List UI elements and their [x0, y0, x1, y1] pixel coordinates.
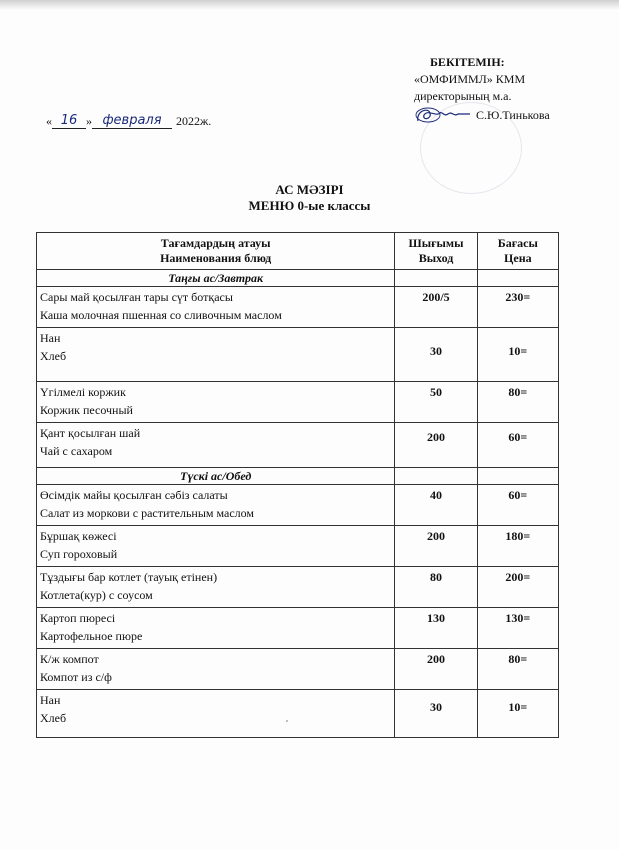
dish-yield: 200: [395, 649, 477, 690]
scan-speck: [286, 720, 288, 722]
dish-price: 10=: [477, 328, 558, 382]
approval-position: директорының м.а.: [414, 89, 512, 103]
table-row: [37, 567, 559, 608]
dish-name-kz: Өсімдік майы қосылған сәбіз салаты: [40, 488, 228, 502]
dish-yield: 40: [395, 485, 477, 526]
dish-yield: 200: [395, 423, 477, 468]
table-row: [37, 423, 559, 468]
dish-name-ru: Чай с сахаром: [40, 444, 113, 458]
header-price: [477, 233, 558, 270]
table-row: [37, 328, 559, 382]
dish-price: 200=: [477, 567, 558, 608]
dish-yield: 30: [395, 690, 477, 738]
table-row: [37, 608, 559, 649]
dish-name-kz: Картоп пюресі: [40, 611, 116, 625]
dish-name-kz: Сары май қосылған тары сүт ботқасы: [40, 290, 233, 304]
header-price-ru: Цена: [504, 251, 532, 265]
dish-name-ru: Салат из моркови с растительным маслом: [40, 506, 255, 520]
dish-name-ru: Хлеб: [40, 711, 67, 725]
dish-name-ru: Суп гороховый: [40, 547, 118, 561]
dish-price: 80=: [477, 382, 558, 423]
scan-shadow: [0, 0, 619, 10]
table-row: [37, 485, 559, 526]
table-row: [37, 526, 559, 567]
header-name-ru: Наименования блюд: [160, 251, 272, 265]
dish-name-ru: Компот из с/ф: [40, 670, 112, 684]
dish-name-ru: Хлеб: [40, 349, 67, 363]
header-yield-kz: Шығымы: [408, 236, 464, 250]
header-name-kz: Тағамдардың атауы: [160, 236, 271, 250]
dish-name-kz: Үгілмелі коржик: [40, 385, 126, 399]
dish-name-ru: Коржик песочный: [40, 403, 133, 417]
table-row: [37, 287, 559, 328]
dish-name-kz: Нан: [40, 331, 61, 345]
dish-yield: 200/5: [395, 287, 477, 328]
dish-name-kz: Қант қосылған шай: [40, 426, 141, 440]
dish-name-kz: К/ж компот: [40, 652, 99, 666]
header-yield: [395, 233, 477, 270]
section-title: Таңғы ас/Завтрак: [37, 270, 395, 287]
dish-price: 180=: [477, 526, 558, 567]
approval-org: «ОМФИММЛ» КММ: [414, 72, 526, 86]
table-row: [37, 690, 559, 738]
dish-yield: 30: [395, 328, 477, 382]
dish-price: 130=: [477, 608, 558, 649]
header-price-kz: Бағасы: [497, 236, 538, 250]
date-month: февраля: [92, 114, 172, 129]
dish-price: 60=: [477, 485, 558, 526]
dish-name-kz: Бұршақ көжесі: [40, 529, 117, 543]
table-header-row: [37, 233, 559, 270]
director-name: С.Ю.Тинькова: [476, 107, 550, 122]
dish-yield: 130: [395, 608, 477, 649]
dish-yield: 200: [395, 526, 477, 567]
dish-name-ru: Каша молочная пшенная со сливочным маслом: [40, 308, 282, 322]
date-day: 16: [52, 114, 86, 129]
approval-title: БЕКІТЕМІН:: [430, 55, 505, 69]
menu-table: [36, 232, 559, 738]
menu-title-ru: МЕНЮ 0-ые классы: [248, 198, 371, 213]
dish-name-kz: Нан: [40, 693, 61, 707]
dish-price: 80=: [477, 649, 558, 690]
date-close-quote: »: [86, 114, 92, 128]
date-year: 2022ж.: [176, 114, 212, 128]
table-row: [37, 649, 559, 690]
dish-price: 230=: [477, 287, 558, 328]
dish-yield: 50: [395, 382, 477, 423]
dish-name-ru: Картофельное пюре: [40, 629, 143, 643]
signature-icon: [414, 105, 472, 125]
section-row-lunch: [37, 468, 559, 485]
header-dish-name: [37, 233, 395, 270]
table-row: [37, 382, 559, 423]
dish-name-kz: Тұздығы бар котлет (тауық етінен): [40, 570, 218, 584]
section-row-breakfast: [37, 270, 559, 287]
dish-price: 60=: [477, 423, 558, 468]
menu-title-kz: АС МӘЗІРІ: [275, 182, 344, 197]
header-yield-ru: Выход: [418, 251, 454, 265]
dish-name-ru: Котлета(кур) с соусом: [40, 588, 153, 602]
date-line: [46, 114, 211, 129]
dish-yield: 80: [395, 567, 477, 608]
section-title: Түскі ас/Обед: [37, 468, 395, 485]
approval-block: [414, 54, 550, 125]
date-open-quote: «: [46, 114, 52, 128]
signature-row: [414, 105, 550, 125]
dish-price: 10=: [477, 690, 558, 738]
